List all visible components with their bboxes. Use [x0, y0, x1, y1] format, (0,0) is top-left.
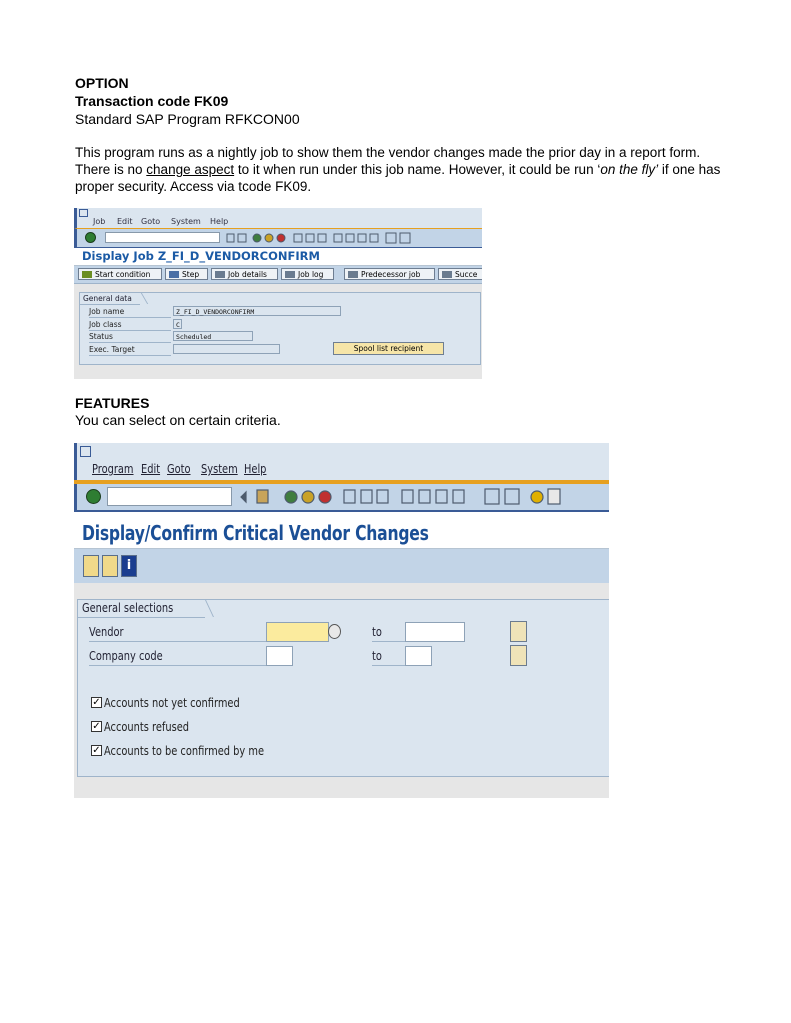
cancel-icon [319, 491, 331, 503]
menu-bar [74, 208, 482, 228]
back-nav-icon [227, 234, 234, 242]
layout-menu-icon [548, 489, 560, 504]
new-session-icon [386, 233, 396, 243]
menu-goto[interactable]: Goto [141, 217, 161, 226]
status-label: Status [89, 331, 171, 343]
refused-label [104, 720, 208, 734]
successor-job-label: Succe [455, 270, 478, 279]
back-icon [285, 491, 297, 503]
company-code-label [89, 647, 267, 666]
next-page-icon [358, 234, 366, 242]
exec-target-label: Exec. Target [89, 344, 171, 356]
para-text-3: if one has proper security. Access via tcode FK09. [75, 162, 721, 194]
last-page-icon [453, 490, 464, 503]
predecessor-job-icon [348, 271, 358, 278]
find-icon [306, 234, 314, 242]
start-condition-icon [82, 271, 92, 278]
find-next-icon [377, 490, 388, 503]
last-page-icon [370, 234, 378, 242]
help-icon [531, 491, 543, 503]
application-toolbar [74, 266, 482, 284]
company-code-from-input[interactable] [266, 646, 293, 666]
predecessor-job-label: Predecessor job [361, 270, 421, 279]
command-field[interactable] [105, 232, 220, 243]
sap-display-job-screenshot [74, 208, 482, 379]
company-code-to-input[interactable] [405, 646, 432, 666]
not-yet-confirmed-text: Accounts not yet confirmed [104, 696, 240, 710]
vendor-label-text: Vendor [89, 625, 124, 639]
print-icon [294, 234, 302, 242]
prev-page-icon [346, 234, 354, 242]
job-log-button[interactable] [281, 268, 334, 280]
job-class-field[interactable]: C [173, 319, 182, 329]
menu-help[interactable]: Help [210, 217, 229, 226]
predecessor-job-button[interactable] [344, 268, 435, 280]
step-label: Step [182, 270, 200, 279]
menu-help[interactable]: Help [244, 462, 267, 476]
standard-toolbar [74, 228, 482, 248]
shortcut-icon [400, 233, 410, 243]
menu-edit[interactable]: Edit [117, 217, 133, 226]
window-menu-icon[interactable] [80, 446, 91, 457]
menu-system[interactable]: System [201, 462, 238, 476]
intro-paragraph [75, 144, 725, 195]
step-button[interactable] [165, 268, 208, 280]
first-page-icon [402, 490, 413, 503]
search-help-icon[interactable] [328, 624, 341, 639]
enter-check-icon[interactable] [86, 489, 101, 504]
successor-job-icon [442, 271, 452, 278]
company-code-multiple-selection-icon[interactable] [510, 645, 527, 666]
menu-program[interactable]: Program [92, 462, 134, 476]
para-text-2: to it when run under this job name. However, it could be run ‘ [234, 162, 601, 177]
find-icon [361, 490, 372, 503]
back-nav-icon [241, 492, 246, 502]
job-class-label: Job class [89, 319, 171, 331]
not-yet-confirmed-checkbox[interactable]: ✓ [92, 697, 101, 708]
screen-title: Display Job Z_FI_D_VENDORCONFIRM [74, 248, 482, 266]
successor-job-button[interactable] [438, 268, 482, 280]
company-code-to-label-text: to [372, 649, 382, 663]
tcode-heading: Transaction code FK09 [75, 93, 229, 109]
start-condition-button[interactable] [78, 268, 162, 280]
menu-bar [74, 443, 609, 480]
vendor-multiple-selection-icon[interactable] [510, 621, 527, 642]
vendor-to-input[interactable] [405, 622, 465, 642]
program-line: Standard SAP Program RFKCON00 [75, 111, 300, 127]
menu-system[interactable]: System [171, 217, 201, 226]
save-icon [257, 490, 268, 503]
sap-confirm-vendor-changes-screenshot [74, 443, 609, 798]
start-condition-label: Start condition [95, 270, 151, 279]
exec-target-field[interactable] [173, 344, 280, 354]
company-code-to-label [372, 647, 407, 666]
info-icon[interactable]: i [121, 555, 137, 577]
print-icon [344, 490, 355, 503]
job-name-label: Job name [89, 306, 171, 318]
exit-icon [302, 491, 314, 503]
toolbar-icons [222, 229, 482, 247]
features-text: You can select on certain criteria. [75, 412, 281, 428]
job-details-button[interactable] [211, 268, 278, 280]
execute-icon[interactable] [83, 555, 99, 577]
find-next-icon [318, 234, 326, 242]
first-page-icon [334, 234, 342, 242]
prev-page-icon [419, 490, 430, 503]
job-name-field[interactable]: Z_FI_D_VENDORCONFIRM [173, 306, 341, 316]
application-toolbar [74, 549, 609, 583]
job-log-label: Job log [298, 270, 324, 279]
general-selections-group [77, 599, 609, 777]
command-field[interactable] [107, 487, 232, 506]
to-be-confirmed-by-me-checkbox[interactable]: ✓ [92, 745, 101, 756]
menu-job[interactable]: Job [93, 217, 106, 226]
standard-toolbar [74, 484, 609, 512]
save-icon [238, 234, 246, 242]
option-heading: OPTION [75, 75, 129, 91]
group-title [77, 599, 205, 618]
window-menu-icon[interactable] [79, 209, 88, 217]
vendor-from-input[interactable] [266, 622, 329, 642]
spool-list-recipient-button[interactable]: Spool list recipient [333, 342, 444, 355]
shortcut-icon [505, 489, 519, 504]
refused-text: Accounts refused [104, 720, 189, 734]
para-text-1: This program runs as a nightly job to show them the vendor changes made the prior day in a report form. There is no [75, 145, 701, 177]
back-icon [253, 234, 261, 242]
cancel-icon [277, 234, 285, 242]
toolbar-icons [237, 484, 609, 510]
para-italic: on the fly’ [600, 162, 659, 177]
get-variant-icon[interactable] [102, 555, 118, 577]
step-icon [169, 271, 179, 278]
new-session-icon [485, 489, 499, 504]
next-page-icon [436, 490, 447, 503]
screen-title: Display/Confirm Critical Vendor Changes [82, 521, 429, 545]
vendor-to-label-text: to [372, 625, 382, 639]
job-log-icon [285, 271, 295, 278]
group-title: General data [79, 292, 140, 305]
vendor-to-label [372, 623, 407, 642]
to-be-confirmed-by-me-text: Accounts to be confirmed by me [104, 744, 265, 758]
job-details-label: Job details [228, 270, 267, 279]
general-data-group [79, 292, 481, 365]
group-title-text: General selections [82, 601, 174, 615]
enter-check-icon[interactable] [85, 232, 96, 243]
vendor-label [89, 623, 267, 642]
toolbar-icon-group [227, 233, 410, 243]
menu-edit[interactable]: Edit [141, 462, 161, 476]
status-field[interactable]: Scheduled [173, 331, 253, 341]
screen-title-bar [74, 512, 609, 549]
to-be-confirmed-by-me-label [104, 744, 299, 758]
features-heading: FEATURES [75, 395, 150, 411]
change-aspect-link: change aspect [146, 162, 235, 177]
exit-icon [265, 234, 273, 242]
company-code-label-text: Company code [89, 649, 163, 663]
refused-checkbox[interactable]: ✓ [92, 721, 101, 732]
menu-goto[interactable]: Goto [167, 462, 191, 476]
job-details-icon [215, 271, 225, 278]
not-yet-confirmed-label [104, 696, 270, 710]
